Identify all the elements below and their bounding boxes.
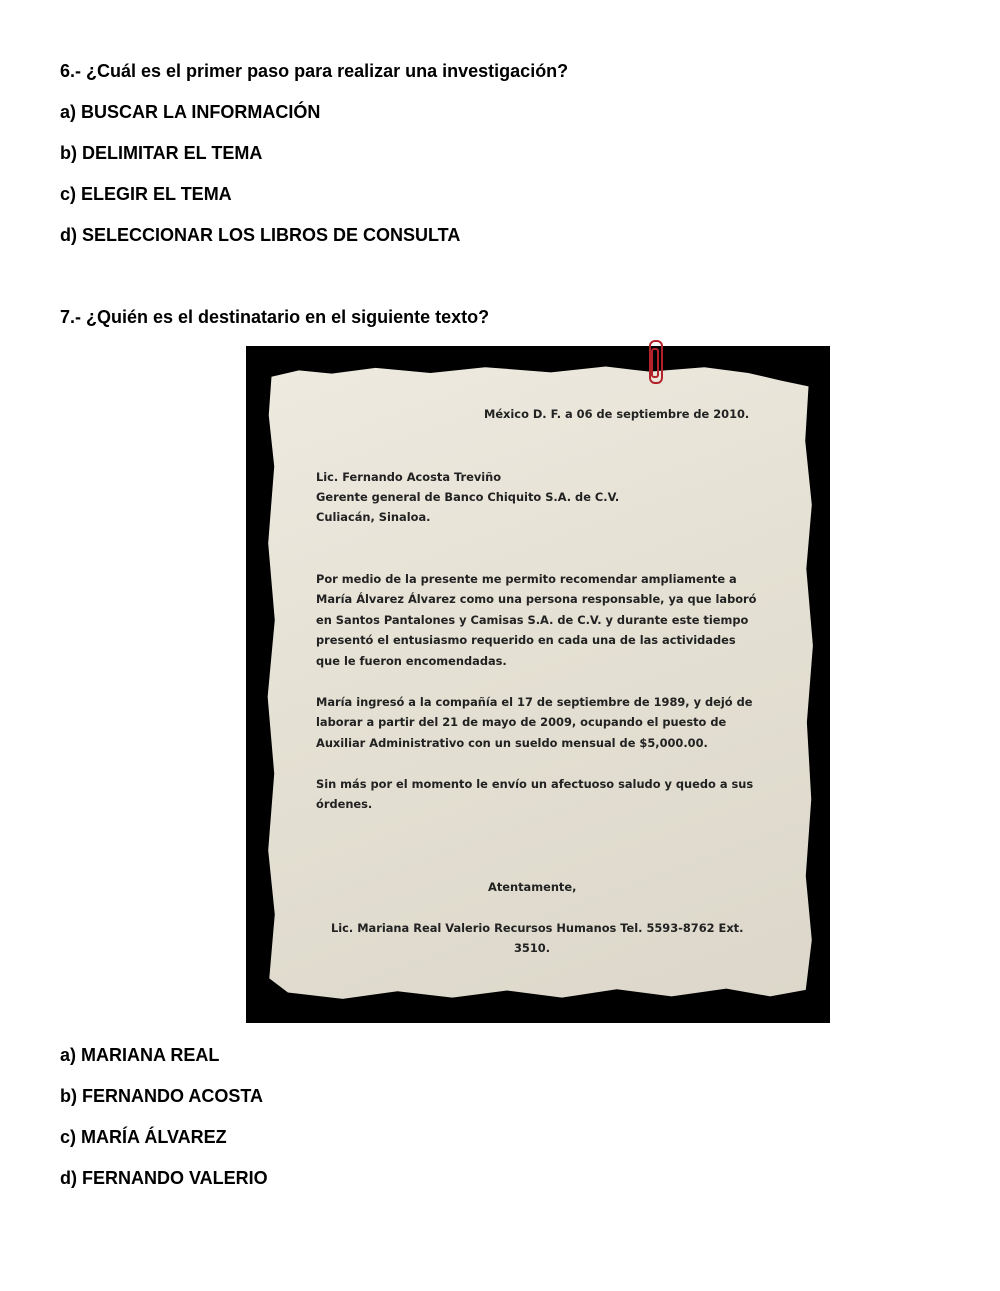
q6-option-a[interactable]: a) BUSCAR LA INFORMACIÓN (60, 102, 321, 122)
letter-body-line: en Santos Pantalones y Camisas S.A. de C.V. y durante este tiempo (316, 613, 749, 627)
letter-body-line: Auxiliar Administrativo con un sueldo mensual de $5,000.00. (316, 736, 708, 750)
letter-signature: Lic. Mariana Real Valerio Recursos Humanos Tel. 5593-8762 Ext. (331, 921, 744, 935)
letter-image (246, 346, 830, 1023)
letter-recipient-title: Gerente general de Banco Chiquito S.A. de C.V. (316, 490, 620, 504)
paperclip-inner (651, 348, 659, 378)
letter-farewell: Atentamente, (488, 880, 577, 894)
letter-body-line: María ingresó a la compañía el 17 de septiembre de 1989, y dejó de (316, 695, 753, 709)
q6-option-b[interactable]: b) DELIMITAR EL TEMA (60, 143, 263, 163)
q7-option-c[interactable]: c) MARÍA ÁLVAREZ (60, 1127, 227, 1147)
q6-option-d[interactable]: d) SELECCIONAR LOS LIBROS DE CONSULTA (60, 225, 461, 245)
letter-body-line: Por medio de la presente me permito recomendar ampliamente a (316, 572, 737, 586)
letter-date: México D. F. a 06 de septiembre de 2010. (484, 407, 750, 421)
letter-body-line: que le fueron encomendadas. (316, 654, 507, 668)
q7-option-d[interactable]: d) FERNANDO VALERIO (60, 1168, 268, 1188)
question-6-text: 6.- ¿Cuál es el primer paso para realizar una investigación? (60, 61, 569, 81)
question-7-text: 7.- ¿Quién es el destinatario en el siguiente texto? (60, 307, 490, 327)
letter-body-line: laborar a partir del 21 de mayo de 2009, ocupando el puesto de (316, 715, 727, 729)
q7-option-a[interactable]: a) MARIANA REAL (60, 1045, 220, 1065)
letter-recipient-name: Lic. Fernando Acosta Treviño (316, 470, 502, 484)
letter-recipient-city: Culiacán, Sinaloa. (316, 510, 431, 524)
letter-signature-ext: 3510. (514, 941, 551, 955)
letter-closing-line: Sin más por el momento le envío un afectuoso saludo y quedo a sus (316, 777, 754, 791)
q6-option-c[interactable]: c) ELEGIR EL TEMA (60, 184, 232, 204)
letter-closing-line: órdenes. (316, 797, 373, 811)
letter-body-line: presentó el entusiasmo requerido en cada una de las actividades (316, 633, 736, 647)
letter-body-line: María Álvarez Álvarez como una persona responsable, ya que laboró (316, 592, 757, 606)
letter-paper (266, 364, 814, 1004)
q7-option-b[interactable]: b) FERNANDO ACOSTA (60, 1086, 263, 1106)
